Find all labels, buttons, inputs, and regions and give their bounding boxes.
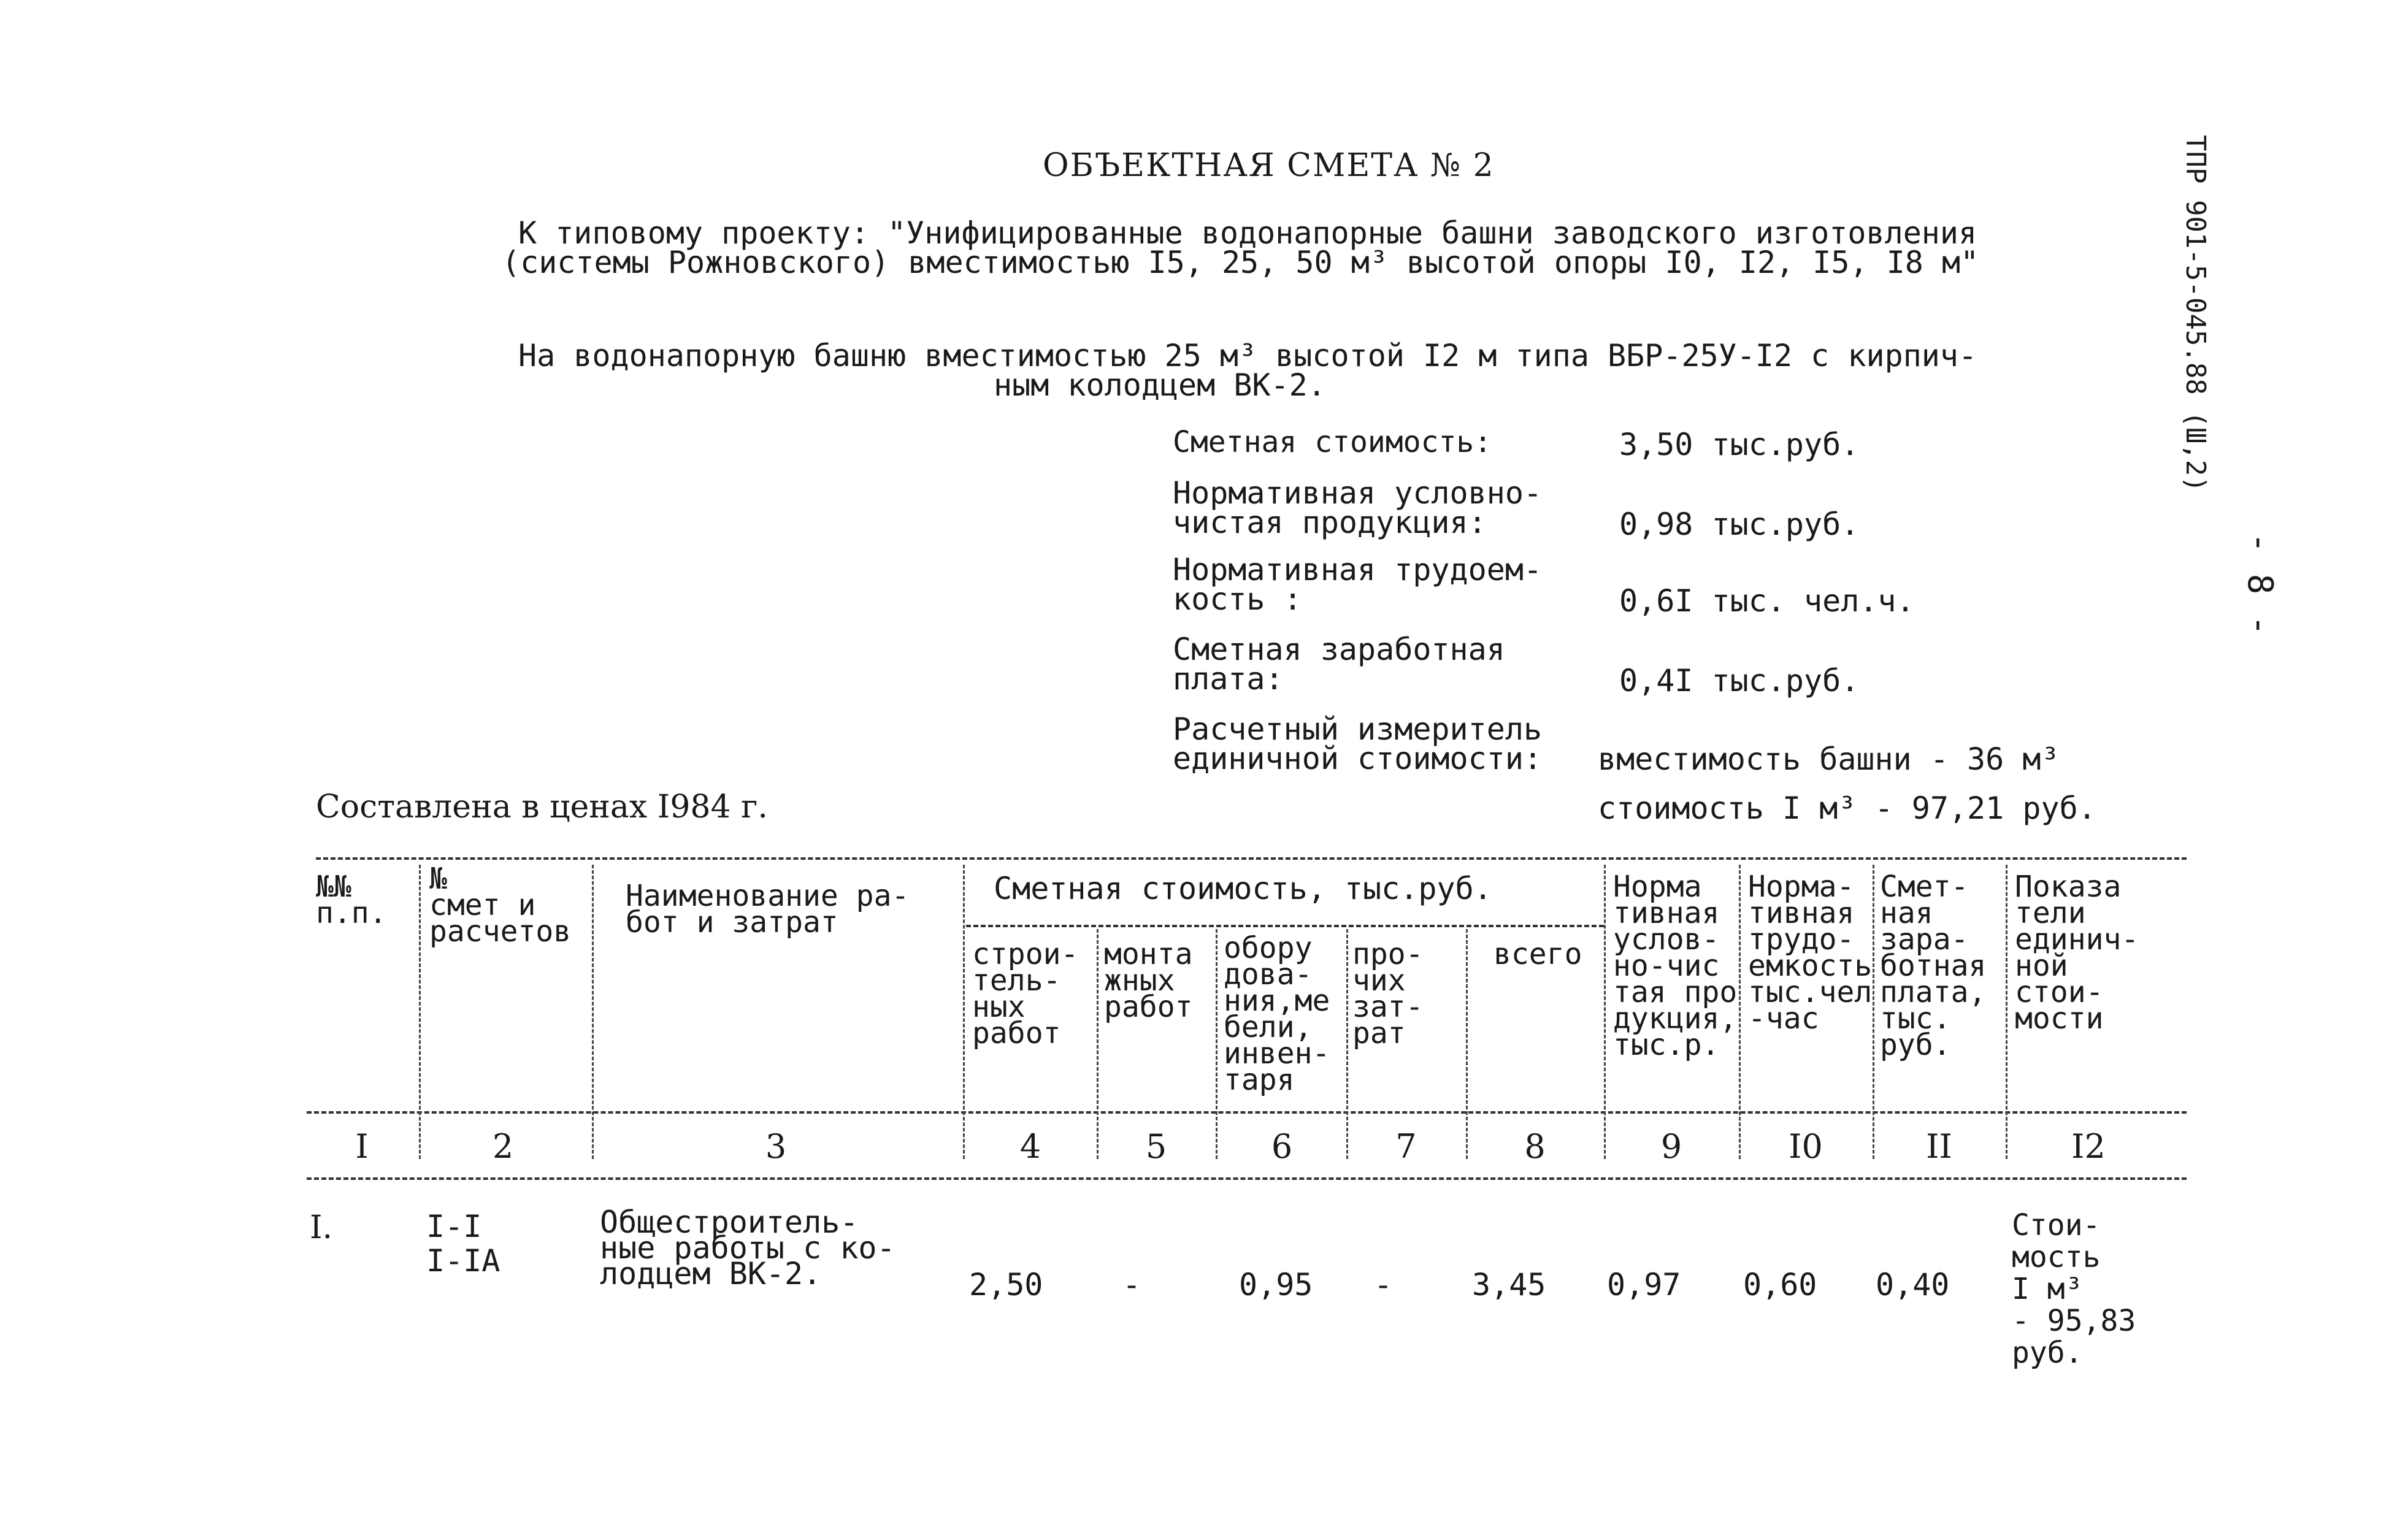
row-smeta: I-I I-IА — [426, 1209, 500, 1279]
project-line-1: К типовому проекту: "Унифицированные водонапорные башни заводского изготовления — [518, 215, 1977, 251]
col-sep — [1216, 929, 1217, 1159]
object-line-2: ным колодцем ВК-2. — [994, 367, 1326, 403]
header-construction: строи- тель- ных работ — [972, 937, 1079, 1050]
summary-value-cost: 3,50 тыс.руб. — [1619, 427, 1860, 462]
prices-note: Составлена в ценах I984 г. — [316, 789, 768, 825]
row-name: Общестроитель- ные работы с ко- лодцем ВК-2. — [600, 1204, 895, 1291]
summary-value-net-product: 0,98 тыс.руб. — [1619, 507, 1860, 542]
col-sep — [1604, 865, 1606, 1159]
row-other: - — [1374, 1267, 1393, 1303]
row-indicator: Стои- мость I м³ - 95,83 руб. — [2012, 1208, 2136, 1370]
row-labor: 0,60 — [1743, 1267, 1817, 1303]
col-number: 7 — [1395, 1127, 1417, 1166]
col-number: 9 — [1660, 1127, 1682, 1166]
row-num: I. — [310, 1209, 333, 1246]
header-installation: монта жных работ — [1104, 937, 1193, 1024]
header-other: про- чих зат- рат — [1352, 937, 1424, 1050]
col-number: 8 — [1524, 1127, 1546, 1166]
page-mark: - 8 - — [2239, 532, 2280, 636]
col-sep — [1873, 865, 1874, 1159]
header-group-cost: Сметная стоимость, тыс.руб. — [994, 871, 1492, 906]
summary-label-unit-measure: Расчетный измеритель единичной стоимости: — [1173, 711, 1543, 776]
col-sep — [1346, 929, 1348, 1159]
col-sep — [2006, 865, 2007, 1159]
summary-label-cost: Сметная стоимость: — [1173, 425, 1492, 459]
row-total: 3,45 — [1472, 1267, 1546, 1303]
summary-value-unit-cost: стоимость I м³ - 97,21 руб. — [1598, 790, 2096, 826]
row-net-product: 0,97 — [1607, 1267, 1681, 1303]
col-sep — [1739, 865, 1741, 1159]
document-title: ОБЪЕКТНАЯ СМЕТА № 2 — [1043, 147, 1495, 184]
header-total: всего — [1493, 937, 1582, 971]
summary-value-capacity: вместимость башни - 36 м³ — [1598, 741, 2060, 777]
header-indicator: Показа тели единич- ной стои- мости — [2015, 870, 2139, 1036]
summary-value-salary: 0,4I тыс.руб. — [1619, 663, 1860, 698]
row-installation: - — [1122, 1267, 1141, 1303]
col-number: II — [1926, 1127, 1952, 1166]
summary-label-labor: Нормативная трудоем- кость : — [1173, 552, 1543, 617]
row-construction: 2,50 — [969, 1267, 1043, 1303]
header-salary: Смет- ная зара- ботная плата, тыс. руб. — [1880, 870, 1987, 1062]
group-header-rule — [966, 925, 1604, 927]
col-number: 6 — [1271, 1127, 1293, 1166]
header-num: №№ п.п. — [316, 870, 387, 930]
col-number: 5 — [1145, 1127, 1167, 1166]
row-equipment: 0,95 — [1239, 1267, 1313, 1303]
header-equipment: обору дова- ния,ме бели, инвен- таря — [1224, 931, 1330, 1097]
col-number: 4 — [1019, 1127, 1041, 1166]
side-code: ТПР 901-5-045.88 (Ш,2) — [2180, 135, 2211, 492]
table-top-rule — [316, 857, 2187, 860]
col-sep — [1466, 929, 1468, 1159]
col-number: I2 — [2071, 1127, 2106, 1166]
col-number: I0 — [1789, 1127, 1823, 1166]
col-number: I — [355, 1127, 369, 1166]
col-number: 2 — [492, 1127, 514, 1166]
summary-label-salary: Сметная заработная плата: — [1173, 632, 1505, 697]
header-net-product: Норма тивная услов- но-чис тая про дукция, тыс.р. — [1613, 870, 1738, 1062]
header-labor: Норма- тивная трудо- емкость тыс.чел -час — [1748, 870, 1873, 1036]
project-line-2: (системы Рожновского) вместимостью I5, 25, 50 м³ высотой опоры I0, I2, I5, I8 м" — [502, 245, 1979, 280]
header-smeta: № смет и расчетов — [429, 862, 572, 949]
col-sep — [1097, 929, 1099, 1159]
header-name: Наименование ра- бот и затрат — [626, 879, 910, 939]
row-salary: 0,40 — [1876, 1267, 1950, 1303]
summary-value-labor: 0,6I тыс. чел.ч. — [1619, 583, 1915, 619]
col-number: 3 — [765, 1127, 787, 1166]
col-sep — [419, 865, 421, 1159]
summary-label-net-product: Нормативная условно- чистая продукция: — [1173, 475, 1543, 540]
col-sep — [592, 865, 594, 1159]
col-sep — [963, 865, 965, 1159]
object-line-1: На водонапорную башню вместимостью 25 м³ высотой I2 м типа ВБР-25У-I2 с кирпич- — [518, 338, 1977, 373]
numbers-bottom-rule — [307, 1177, 2187, 1180]
header-bottom-rule — [307, 1111, 2187, 1114]
